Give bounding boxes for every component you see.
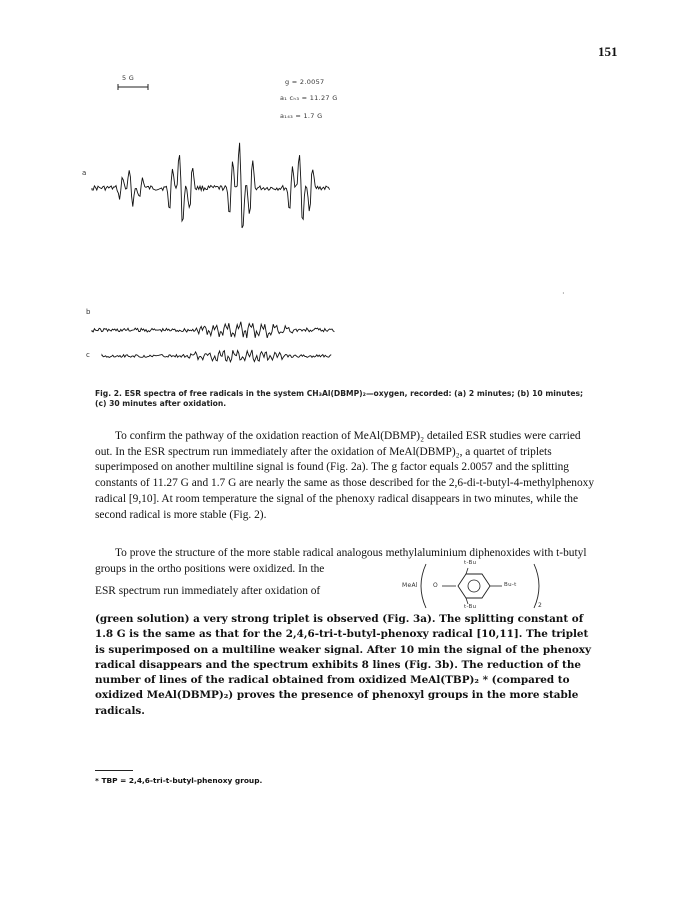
margin-mark: · — [562, 289, 565, 298]
g-factor-label: g = 2.0057 — [285, 78, 325, 86]
figure-caption: Fig. 2. ESR spectra of free radicals in the system CH₃Al(DBMP)₂—oxygen, recorded: (a) 2 minutes; (b) 10 minutes; (c) 30 minutes after oxidation. — [95, 389, 584, 408]
structure-oxygen: O — [433, 582, 439, 589]
paragraph-4: (green solution) a very strong triplet is observed (Fig. 3a). The splitting constant of 1.8 G is the same as that for the 2,4,6-tri-t-butyl-phenoxy radical [10,11]. The triplet is superimposed on a multiline weaker signal. After 10 min the signal of the phenoxy radical disappears and the spectrum exhibits 8 lines (Fig. 3b). The reduction of the number of lines of the radical obtained from oxidized MeAl(TBP)₂ * (compared to oxidized MeAl(DBMP)₂) proves the presence of phenoxyl groups in the more stable radicals. — [95, 613, 592, 717]
structure-subscript: 2 — [538, 602, 543, 609]
structure-bottom-sub: t-Bu — [464, 604, 477, 610]
trace-label-b: b — [86, 308, 91, 316]
structure-left-group: MeAl — [402, 582, 418, 589]
esr-trace-b — [92, 322, 334, 338]
scale-label: 5 G — [122, 74, 135, 82]
footnote-rule — [95, 770, 133, 771]
esr-trace-a — [92, 143, 330, 228]
structure-right-sub: Bu-t — [504, 582, 517, 588]
trace-label-c: c — [86, 351, 91, 359]
structure-top-sub: t-Bu — [464, 560, 477, 566]
splitting-label-2: a₁₄₃ = 1.7 G — [280, 112, 323, 120]
paragraph-1-text: To confirm the pathway of the oxidation reaction of MeAl(DBMP)₂ detailed ESR studies were carried out. In the ESR spectrum run immediately after the oxidation of MeAl(DBMP)₂, a quartet of triplets superimposed on another multiline signal is found (Fig. 2a). The g factor equals 2.0057 and the splitting constants of 11.27 G and 1.7 G are nearly the same as those described for the 2,6-di-t-butyl-4-methylphenoxy radical [9,10]. At room temperature the signal of the phenoxy radical disappears in two minutes, while the second radical is more stable (Fig. 2). — [95, 430, 595, 521]
chemical-structure — [398, 560, 548, 612]
splitting-label-1: a₁ cₕ₃ = 11.27 G — [280, 94, 338, 102]
footnote: * TBP = 2,4,6-tri-t-butyl-phenoxy group. — [95, 776, 263, 785]
paragraph-1 — [95, 429, 600, 523]
trace-label-a: a — [82, 169, 87, 177]
esr-spectra-svg — [70, 60, 590, 390]
esr-trace-c — [102, 350, 331, 362]
paragraph-2-text: To prove the structure of the more stable radical analogous methylaluminium diphenoxides with t-butyl groups in the ortho positions were oxidized. In the — [95, 547, 587, 575]
paragraph-3: ESR spectrum run immediately after oxidation of — [95, 585, 321, 597]
page-number: 151 — [598, 44, 618, 59]
esr-figure — [70, 60, 590, 390]
